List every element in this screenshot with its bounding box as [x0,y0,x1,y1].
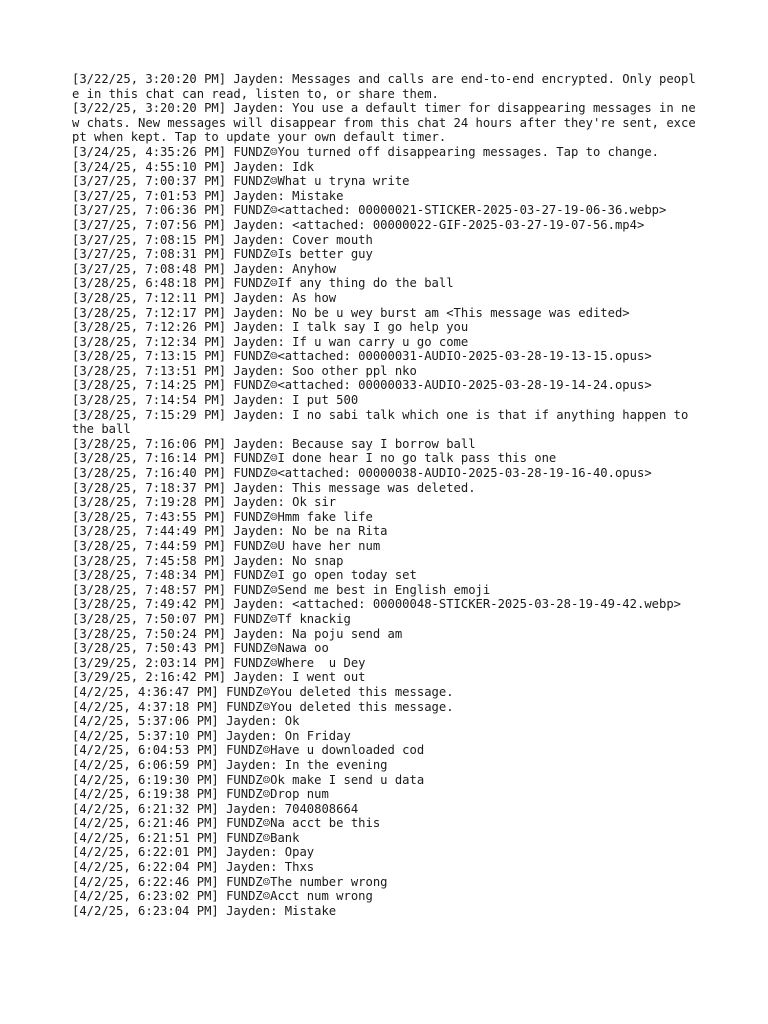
chat-message-line: [4/2/25, 6:22:04 PM] Jayden: Thxs [72,860,315,875]
chat-message-line: [3/28/25, 7:44:49 PM] Jayden: No be na Rita [72,524,388,539]
chat-message-line: [3/28/25, 7:50:43 PM] FUNDZ☺Nawa oo [72,641,329,656]
chat-message-line: [3/28/25, 7:19:28 PM] Jayden: Ok sir [72,495,337,510]
chat-message-line: [3/28/25, 7:50:07 PM] FUNDZ☺Tf knackig [72,611,351,626]
chat-message-line: [3/27/25, 7:00:37 PM] FUNDZ☺What u tryna write [72,174,410,189]
chat-message-line: [3/28/25, 7:43:55 PM] FUNDZ☺Hmm fake life [72,509,373,524]
chat-message-line: [4/2/25, 6:19:38 PM] FUNDZ☺Drop num [72,787,329,802]
chat-message-line: [3/28/25, 7:16:40 PM] FUNDZ☺<attached: 00000038-AUDIO-2025-03-28-19-16-40.opus> [72,466,652,481]
chat-message-line: [3/28/25, 7:18:37 PM] Jayden: This message was deleted. [72,480,476,495]
chat-message-line: [3/28/25, 7:48:57 PM] FUNDZ☺Send me best in English emoji [72,582,491,597]
chat-message-line: [3/28/25, 7:12:26 PM] Jayden: I talk say I go help you [72,320,469,335]
chat-message-line: [3/27/25, 7:06:36 PM] FUNDZ☺<attached: 00000021-STICKER-2025-03-27-19-06-36.webp> [72,203,667,218]
chat-message-line: [3/27/25, 7:01:53 PM] Jayden: Mistake [72,188,344,203]
chat-message-line: [3/28/25, 7:12:17 PM] Jayden: No be u wey burst am <This message was edited> [72,305,630,320]
chat-message-line: [4/2/25, 6:23:04 PM] Jayden: Mistake [72,903,337,918]
chat-message-line: [4/2/25, 6:22:01 PM] Jayden: Opay [72,845,315,860]
chat-message-line: [3/28/25, 7:16:14 PM] FUNDZ☺I done hear I no go talk pass this one [72,451,557,466]
chat-message-line: [3/28/25, 7:48:34 PM] FUNDZ☺I go open today set [72,568,417,583]
chat-message-line: [3/29/25, 2:03:14 PM] FUNDZ☺Where u Dey [72,655,366,670]
chat-message-line: [4/2/25, 4:36:47 PM] FUNDZ☺You deleted this message. [72,684,454,699]
chat-message-line: [3/28/25, 7:12:34 PM] Jayden: If u wan carry u go come [72,334,469,349]
chat-message-line: [3/28/25, 7:12:11 PM] Jayden: As how [72,290,337,305]
chat-message-line: [3/24/25, 4:55:10 PM] Jayden: Idk [72,159,315,174]
chat-message-line: [4/2/25, 4:37:18 PM] FUNDZ☺You deleted this message. [72,699,454,714]
chat-transcript [72,72,702,918]
chat-message-line: [4/2/25, 6:19:30 PM] FUNDZ☺Ok make I send u data [72,772,425,787]
chat-message-line: [3/28/25, 6:48:18 PM] FUNDZ☺If any thing do the ball [72,276,454,291]
chat-message-line: [3/24/25, 4:35:26 PM] FUNDZ☺You turned off disappearing messages. Tap to change. [72,144,659,159]
chat-message-line: [3/22/25, 3:20:20 PM] Jayden: You use a default timer for disappearing messages in new chats. New messages will disappear from this chat 24 hours after they're sent, except when kept. Tap to update your own default timer. [72,101,696,145]
chat-message-line: [4/2/25, 6:21:32 PM] Jayden: 7040808664 [72,801,359,816]
chat-message-line: [4/2/25, 6:21:51 PM] FUNDZ☺Bank [72,830,300,845]
chat-message-line: [4/2/25, 6:21:46 PM] FUNDZ☺Na acct be this [72,816,381,831]
chat-message-line: [3/28/25, 7:15:29 PM] Jayden: I no sabi talk which one is that if anything happen to the ball [72,407,696,437]
chat-message-line: [3/28/25, 7:14:25 PM] FUNDZ☺<attached: 00000033-AUDIO-2025-03-28-19-14-24.opus> [72,378,652,393]
chat-message-line: [3/27/25, 7:08:31 PM] FUNDZ☺Is better guy [72,247,373,262]
chat-message-line: [4/2/25, 6:06:59 PM] Jayden: In the evening [72,757,388,772]
chat-message-line: [3/28/25, 7:16:06 PM] Jayden: Because say I borrow ball [72,436,476,451]
chat-message-line: [4/2/25, 6:23:02 PM] FUNDZ☺Acct num wrong [72,889,373,904]
chat-message-line: [3/27/25, 7:08:15 PM] Jayden: Cover mouth [72,232,373,247]
chat-message-line: [3/28/25, 7:13:15 PM] FUNDZ☺<attached: 00000031-AUDIO-2025-03-28-19-13-15.opus> [72,349,652,364]
chat-message-line: [3/28/25, 7:49:42 PM] Jayden: <attached: 00000048-STICKER-2025-03-28-19-49-42.webp> [72,597,682,612]
chat-message-line: [4/2/25, 5:37:06 PM] Jayden: Ok [72,714,300,729]
chat-message-line: [3/22/25, 3:20:20 PM] Jayden: Messages and calls are end-to-end encrypted. Only people in this chat can read, listen to, or share them. [72,72,696,101]
chat-message-line: [3/28/25, 7:13:51 PM] Jayden: Soo other ppl nko [72,363,417,378]
chat-message-line: [3/28/25, 7:50:24 PM] Jayden: Na poju send am [72,626,403,641]
chat-message-line: [4/2/25, 6:22:46 PM] FUNDZ☺The number wrong [72,874,388,889]
chat-message-line: [3/28/25, 7:14:54 PM] Jayden: I put 500 [72,393,359,408]
chat-message-line: [3/28/25, 7:44:59 PM] FUNDZ☺U have her num [72,539,381,553]
chat-message-line: [4/2/25, 5:37:10 PM] Jayden: On Friday [72,728,351,743]
chat-message-line: [3/29/25, 2:16:42 PM] Jayden: I went out [72,670,366,685]
chat-message-line: [3/28/25, 7:45:58 PM] Jayden: No snap [72,553,344,568]
chat-message-line: [3/27/25, 7:07:56 PM] Jayden: <attached: 00000022-GIF-2025-03-27-19-07-56.mp4> [72,217,645,232]
chat-message-line: [4/2/25, 6:04:53 PM] FUNDZ☺Have u downloaded cod [72,743,425,758]
chat-message-line: [3/27/25, 7:08:48 PM] Jayden: Anyhow [72,261,337,276]
